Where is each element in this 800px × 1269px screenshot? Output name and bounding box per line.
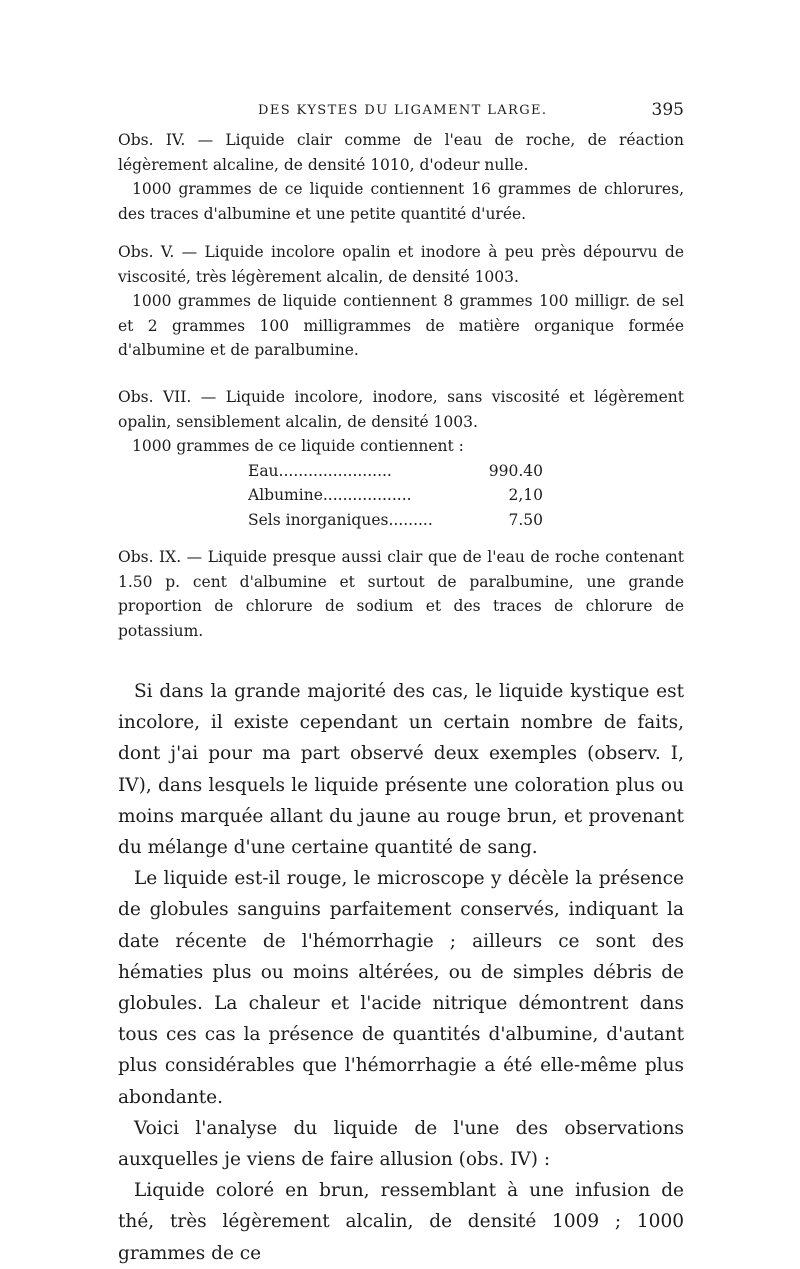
body-paragraph: Liquide coloré en brun, ressemblant à une infusion de thé, très légèrement alcalin, de densité 1009 ; 1000 grammes de ce bbox=[118, 1180, 684, 1264]
table-value: 7.50 bbox=[508, 510, 543, 529]
running-title: DES KYSTES DU LIGAMENT LARGE. bbox=[258, 103, 548, 118]
observation-ix bbox=[118, 545, 684, 643]
observation-paragraph: Obs. V. — Liquide incolore opalin et inodore à peu près dépourvu de viscosité, très légèrement alcalin, de densité 1003. bbox=[118, 243, 684, 286]
observation-v bbox=[118, 240, 684, 363]
table-value: 2,10 bbox=[508, 486, 543, 504]
table-row bbox=[248, 459, 543, 484]
observation-paragraph: 1000 grammes de liquide contiennent 8 grammes 100 milligr. de sel et 2 grammes 100 milligrammes de matière organique formée d'albumine et de paralbumine. bbox=[118, 292, 684, 359]
observation-vii bbox=[118, 385, 684, 532]
observation-paragraph: Obs. VII. — Liquide incolore, inodore, sans viscosité et légèrement opalin, sensiblement alcalin, de densité 1003. bbox=[118, 388, 684, 431]
page-header bbox=[118, 100, 684, 126]
table-label: Eau....................... bbox=[248, 461, 392, 480]
table-label: Albumine.................. bbox=[248, 486, 412, 504]
body-paragraph: Si dans la grande majorité des cas, le liquide kystique est incolore, il existe cependant un certain nombre de faits, dont j'ai pour ma part observé deux exemples (observ. I, IV), dans lesquels le liquide présente une coloration plus ou moins marquée allant du jaune au rouge brun, et provenant du mélange d'une certaine quantité de sang. bbox=[118, 681, 684, 859]
table-label: Sels inorganiques......... bbox=[248, 510, 433, 529]
observation-iv bbox=[118, 128, 684, 226]
observation-paragraph: Obs. IV. — Liquide clair comme de l'eau de roche, de réaction légèrement alcaline, de densité 1010, d'odeur nulle. bbox=[118, 131, 684, 174]
body-paragraph: Voici l'analyse du liquide de l'une des observations auxquelles je viens de faire allusion (obs. IV) : bbox=[118, 1117, 684, 1171]
main-text bbox=[118, 676, 684, 1269]
table-row bbox=[248, 508, 543, 533]
observation-paragraph: 1000 grammes de ce liquide contiennent : bbox=[132, 437, 464, 455]
composition-table bbox=[248, 459, 684, 533]
body-paragraph: Le liquide est-il rouge, le microscope y décèle la présence de globules sanguins parfaitement conservés, indiquant la date récente de l'hémorrhagie ; ailleurs ce sont des hématies plus ou moins altérées, ou de simples débris de globules. La chaleur et l'acide nitrique démontrent dans tous ces cas la présence de quantités d'albumine, d'autant plus considérables que l'hémorrhagie a été elle-même plus abondante. bbox=[118, 868, 684, 1108]
page-number: 395 bbox=[651, 100, 684, 120]
observation-paragraph: Obs. IX. — Liquide presque aussi clair que de l'eau de roche contenant 1.50 p. cent d'albumine et surtout de paralbumine, une grande proportion de chlorure de sodium et des traces de chlorure de potassium. bbox=[118, 548, 684, 640]
table-row bbox=[248, 483, 543, 508]
observation-paragraph: 1000 grammes de ce liquide contiennent 16 grammes de chlorures, des traces d'albumine et une petite quantité d'urée. bbox=[118, 180, 684, 223]
table-value: 990.40 bbox=[488, 461, 543, 480]
